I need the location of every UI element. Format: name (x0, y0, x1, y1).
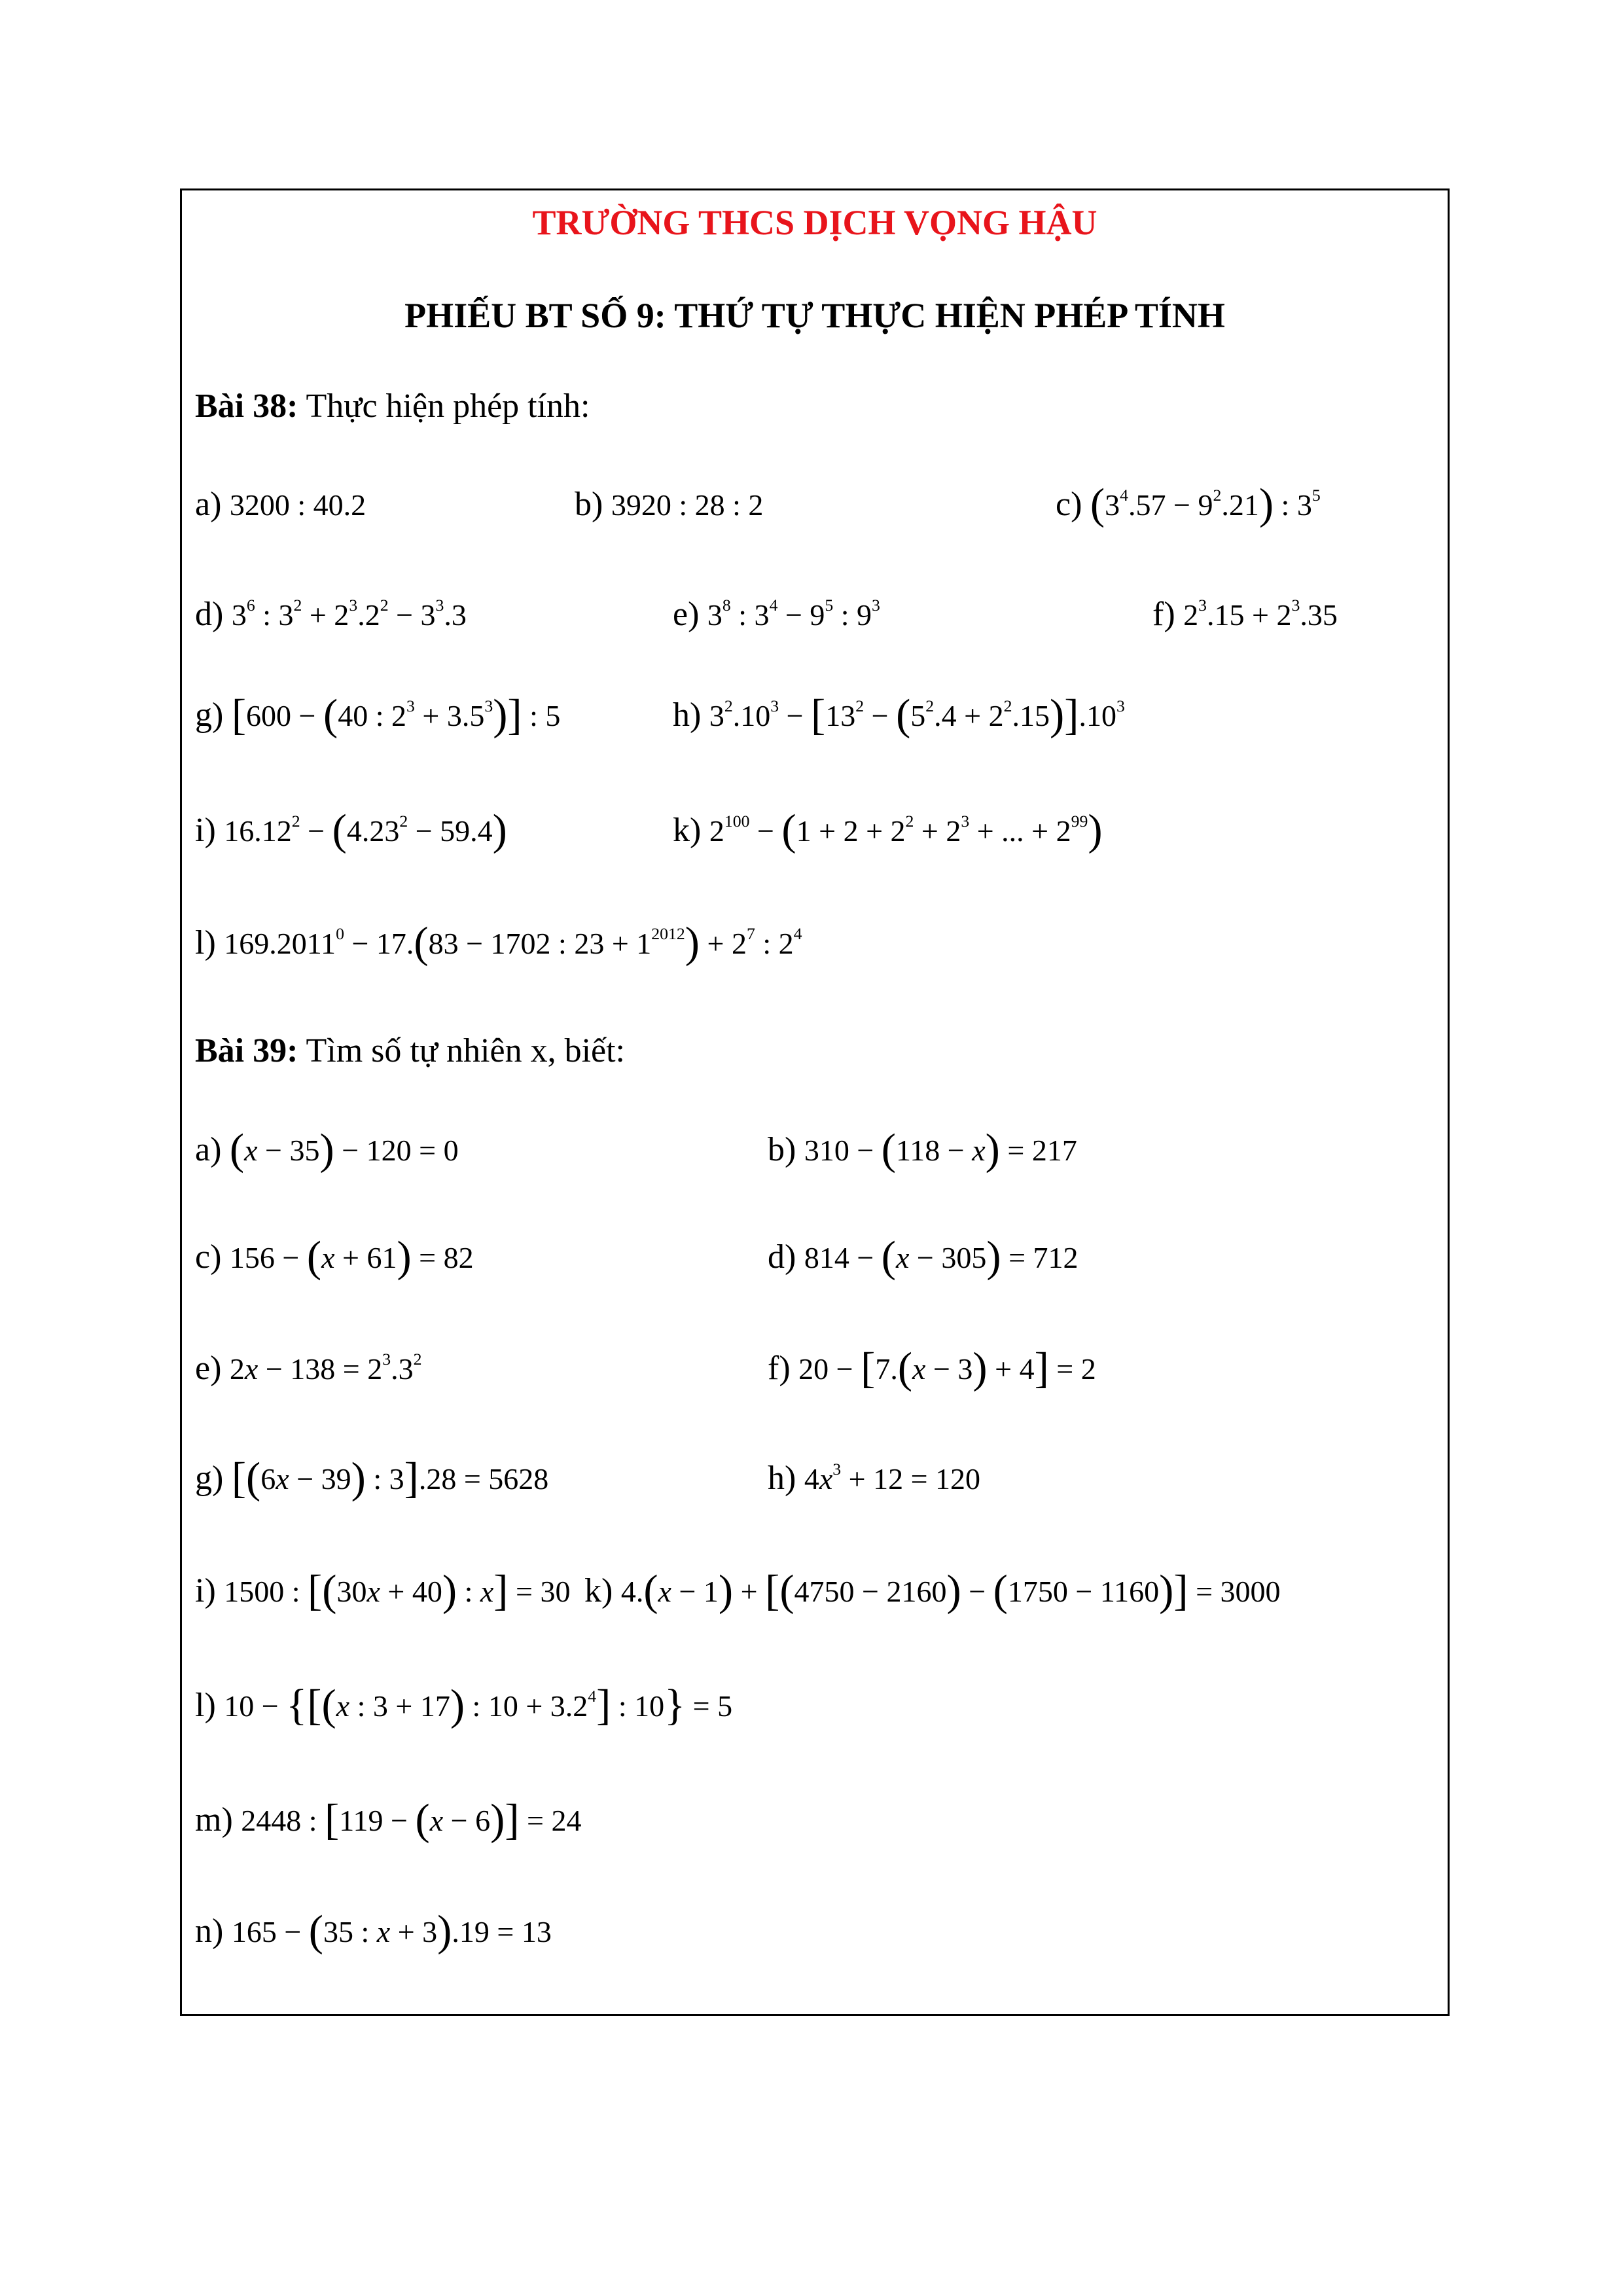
bai38-item-i: i) $16.12^2 - (4.23^2 - 59.4)$ (195, 806, 507, 855)
bai38-item-h: h) $3^2.10^3 - [13^2 - (5^2.4 + 2^2.15)].10^3$ (673, 691, 1125, 740)
math-expression: $2x - 138 = 2^3.3^2$ (229, 1350, 422, 1386)
bai38-item-e: e) $3^8$ : $3^4 - 9^5$ : $9^3$ (673, 596, 880, 633)
bai39-item-e: e) $2x - 138 = 2^3.3^2$ (195, 1350, 422, 1387)
bai38-item-g: g) [600 − (40 : $2^3 + 3.5^3$)] : 5 (195, 691, 561, 740)
worksheet-frame (180, 188, 1450, 2016)
bai38-instruction: Thực hiện phép tính: (306, 387, 590, 425)
math-expression: 165 − (35 : x + 3).19 = 13 (231, 1907, 552, 1956)
math-expression: 310 − (118 − x) = 217 (804, 1126, 1077, 1174)
bai38-item-b: b) 3920 : 28 : 2 (575, 486, 764, 523)
bai39-label: Bài 39: (195, 1032, 298, 1069)
school-name: TRƯỜNG THCS DỊCH VỌNG HẬU (532, 203, 1097, 242)
math-expression: [600 − (40 : $2^3 + 3.5^3$)] : 5 (231, 691, 561, 740)
math-expression: 3200 : 40.2 (229, 488, 366, 522)
math-expression: $(3^4.57 - 9^2.21)$ : $3^5$ (1090, 480, 1321, 529)
math-expression: 2448 : [119 − (x − 6)] = 24 (241, 1796, 582, 1844)
bai39-instruction: Tìm số tự nhiên x, biết: (306, 1032, 625, 1069)
math-expression: (x − 35) − 120 = 0 (229, 1126, 459, 1174)
bai39-item-a: a) (x − 35) − 120 = 0 (195, 1126, 459, 1174)
bai39-item-m: m) 2448 : [119 − (x − 6)] = 24 (195, 1796, 582, 1844)
math-expression: 20 − [7.(x − 3) + 4] = 2 (798, 1344, 1096, 1393)
bai38-item-d: d) $3^6$ : $3^2 + 2^3.2^2 - 3^3.3$ (195, 596, 467, 633)
bai38-label: Bài 38: (195, 387, 298, 425)
bai39-heading (195, 1031, 625, 1070)
bai39-item-g: g) [(6x − 39) : 3].28 = 5628 (195, 1454, 549, 1503)
math-expression: $16.12^2 - (4.23^2 - 59.4)$ (224, 806, 507, 855)
bai39-item-f: f) 20 − [7.(x − 3) + 4] = 2 (768, 1344, 1096, 1393)
math-expression: 814 − (x − 305) = 712 (804, 1233, 1079, 1282)
math-expression: 10 − {[(x : 3 + 17) : $10 + 3.2^4$] : 10} = 5 (224, 1681, 733, 1730)
bai38-heading (195, 387, 590, 425)
math-expression: 3920 : 28 : 2 (611, 488, 764, 522)
math-expression: $4x^3 + 12 = 120$ (804, 1460, 981, 1496)
math-expression: 4.(x − 1) + [(4750 − 2160) − (1750 − 1160)] = 3000 (620, 1567, 1281, 1615)
bai39-item-c: c) 156 − (x + 61) = 82 (195, 1233, 474, 1282)
bai39-item-h: h) $4x^3 + 12 = 120$ (768, 1460, 981, 1497)
math-expression: $3^6$ : $3^2 + 2^3.2^2 - 3^3.3$ (231, 596, 467, 632)
bai39-item-l: l) 10 − {[(x : 3 + 17) : $10 + 3.2^4$] : 10} = 5 (195, 1681, 733, 1730)
bai38-item-k: k) $2^{100} - (1 + 2 + 2^2 + 2^3$ + ... + $2^{99}$) (673, 806, 1103, 855)
bai39-item-n: n) 165 − (35 : x + 3).19 = 13 (195, 1907, 552, 1956)
math-expression: $3^8$ : $3^4 - 9^5$ : $9^3$ (707, 596, 880, 632)
bai38-item-l: l) $169.2011^0 - 17.(83 - 1702$ : $23 + 1^{2012}) + 2^7$ : $2^4$ (195, 919, 802, 967)
bai39-item-b: b) 310 − (118 − x) = 217 (768, 1126, 1077, 1174)
math-expression: $169.2011^0 - 17.(83 - 1702$ : $23 + 1^{2012}) + 2^7$ : $2^4$ (224, 919, 802, 967)
bai38-item-f: f) $2^3.15 + 2^3.35$ (1152, 596, 1338, 633)
bai39-item-i: i) 1500 : [(30x + 40) : x] = 30 (195, 1567, 571, 1615)
math-expression: 1500 : [(30x + 40) : x] = 30 (224, 1567, 571, 1615)
bai38-item-a: a) 3200 : 40.2 (195, 486, 366, 523)
bai39-item-k: k) 4.(x − 1) + [(4750 − 2160) − (1750 − 1160)] = 3000 (584, 1567, 1281, 1615)
math-expression: $2^3.15 + 2^3.35$ (1183, 596, 1338, 632)
math-expression: 156 − (x + 61) = 82 (229, 1233, 474, 1282)
math-expression: [(6x − 39) : 3].28 = 5628 (231, 1454, 549, 1503)
bai39-item-d: d) 814 − (x − 305) = 712 (768, 1233, 1079, 1282)
math-expression: $2^{100} - (1 + 2 + 2^2 + 2^3$ + ... + $2^{99}$) (709, 806, 1103, 855)
bai38-item-c: c) $(3^4.57 - 9^2.21)$ : $3^5$ (1056, 480, 1321, 529)
math-expression: $3^2.10^3 - [13^2 - (5^2.4 + 2^2.15)].10^3$ (709, 691, 1125, 740)
sheet-title: PHIẾU BT SỐ 9: THỨ TỰ THỰC HIỆN PHÉP TÍNH (404, 296, 1225, 335)
